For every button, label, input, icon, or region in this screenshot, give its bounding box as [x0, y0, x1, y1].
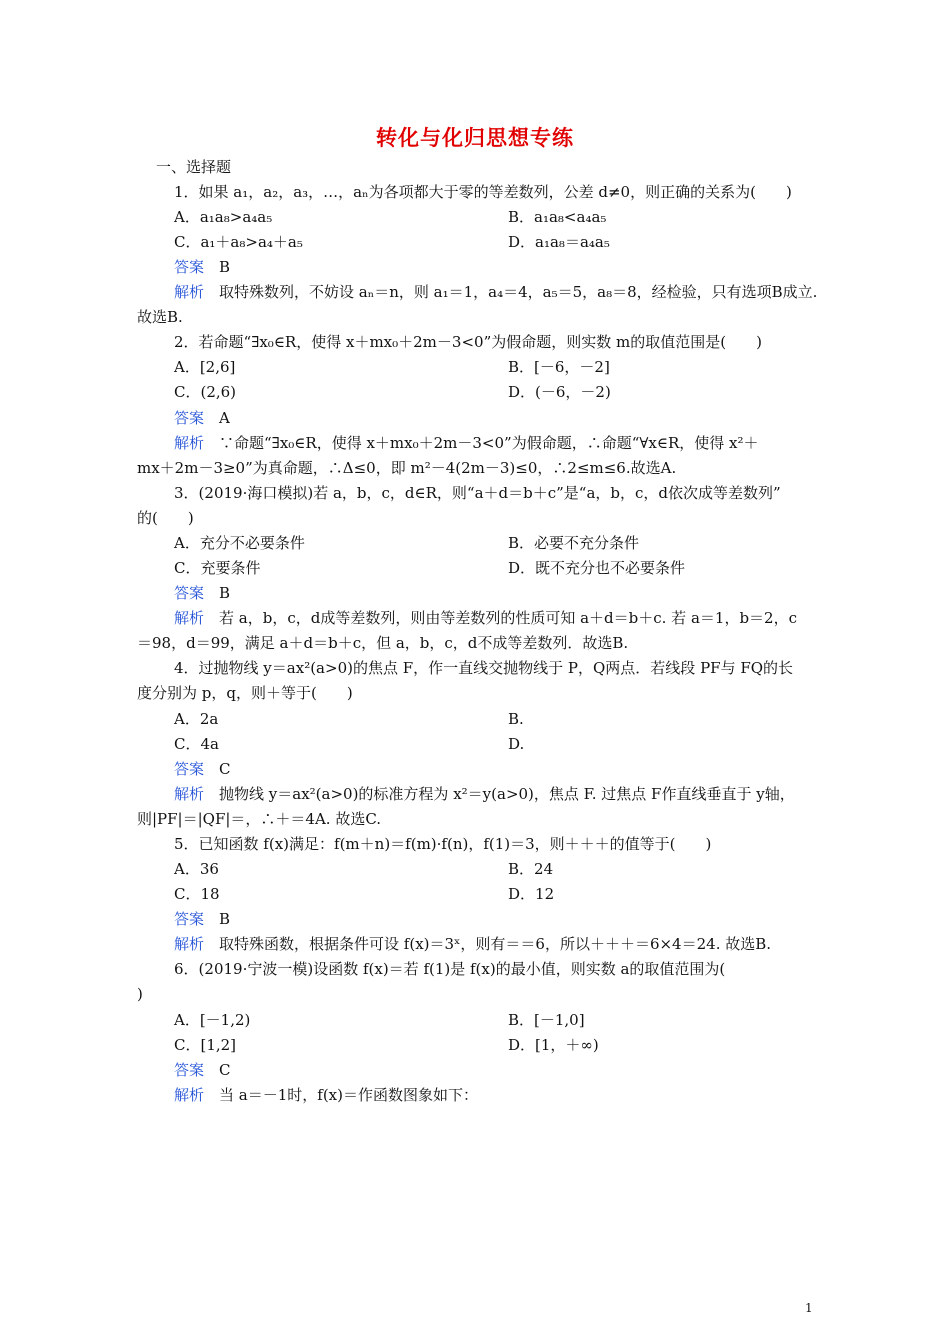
answer-line: [174, 257, 230, 277]
text-line: D．a₁a₈＝a₄a₅: [508, 233, 610, 251]
text-line: ＝98，d＝99，满足 a＋d＝b＋c，但 a，b，c，d不成等差数列．故选B.: [137, 634, 629, 652]
text-line: B.: [508, 710, 524, 728]
answer-label: 答案: [174, 584, 205, 602]
text-line: A．[－1,2): [174, 1011, 251, 1029]
answer-line: [174, 1060, 231, 1080]
answer-line: [174, 909, 230, 929]
answer-line: [174, 608, 797, 628]
text-line: 度分别为 p，q，则＋等于( ): [137, 684, 353, 702]
answer-text: 取特殊数列，不妨设 aₙ＝n，则 a₁＝1，a₄＝4，a₅＝5，a₈＝8，经检验，只有选项B成立.: [204, 283, 818, 301]
text-line: 一、选择题: [156, 158, 232, 176]
answer-text: B: [204, 258, 231, 276]
answer-label: 答案: [174, 409, 205, 427]
text-line: A．a₁a₈>a₄a₅: [174, 208, 273, 226]
text-line: D．[1，＋∞): [508, 1036, 599, 1054]
answer-text: 取特殊函数，根据条件可设 f(x)＝3ˣ，则有＝＝6，所以＋＋＋＝6×4＝24. 故选B.: [204, 935, 772, 953]
text-line: A．充分不必要条件: [174, 534, 305, 552]
answer-text: ∵命题“∃x₀∈R，使得 x＋mx₀＋2m－3<0”为假命题，∴命题“∀x∈R，使得 x²＋: [204, 434, 759, 452]
answer-line: [174, 784, 795, 804]
answer-text: B: [204, 910, 231, 928]
text-line: 则|PF|＝|QF|＝，∴＋＝4A. 故选C.: [137, 810, 382, 828]
text-line: 6．(2019·宁波一模)设函数 f(x)＝若 f(1)是 f(x)的最小值，则实数 a的取值范围为(: [174, 960, 726, 978]
answer-label: 解析: [174, 935, 205, 953]
answer-text: B: [204, 584, 231, 602]
text-line: B．[－6，－2]: [508, 358, 610, 376]
answer-line: [174, 583, 230, 603]
answer-label: 解析: [174, 283, 205, 301]
text-line: C．充要条件: [174, 559, 261, 577]
text-line: A．36: [174, 860, 219, 878]
answer-text: 抛物线 y＝ax²(a>0)的标准方程为 x²＝y(a>0)，焦点 F. 过焦点 F作直线垂直于 y轴，: [204, 785, 795, 803]
text-line: C．4a: [174, 735, 219, 753]
text-line: 的( ): [137, 509, 194, 527]
answer-line: [174, 759, 231, 779]
text-line: D.: [508, 735, 525, 753]
text-line: 2．若命题“∃x₀∈R，使得 x＋mx₀＋2m－3<0”为假命题，则实数 m的取值范围是( ): [174, 333, 762, 351]
answer-label: 答案: [174, 1061, 205, 1079]
text-line: C．a₁＋a₈>a₄＋a₅: [174, 233, 303, 251]
text-line: B．必要不充分条件: [508, 534, 640, 552]
text-line: B．a₁a₈<a₄a₅: [508, 208, 607, 226]
text-line: A．2a: [174, 710, 219, 728]
page-number: 1: [805, 1301, 813, 1315]
answer-text: A: [204, 409, 230, 427]
page-title: 转化与化归思想专练: [376, 125, 574, 150]
answer-line: [174, 433, 759, 453]
text-line: C．(2,6): [174, 383, 237, 401]
text-line: 5．已知函数 f(x)满足：f(m＋n)＝f(m)·f(n)，f(1)＝3，则＋＋＋的值等于( ): [174, 835, 712, 853]
answer-line: [174, 408, 230, 428]
text-line: 故选B.: [137, 308, 183, 326]
answer-label: 答案: [174, 760, 205, 778]
answer-text: C: [204, 760, 231, 778]
answer-text: C: [204, 1061, 231, 1079]
answer-label: 解析: [174, 609, 205, 627]
text-line: mx＋2m－3≥0”为真命题，∴Δ≤0，即 m²－4(2m－3)≤0，∴2≤m≤6.故选A.: [137, 459, 677, 477]
text-line: A．[2,6]: [174, 358, 236, 376]
answer-text: 当 a＝－1时，f(x)＝作函数图象如下：: [204, 1086, 478, 1104]
answer-label: 答案: [174, 910, 205, 928]
answer-label: 解析: [174, 1086, 205, 1104]
answer-label: 解析: [174, 434, 205, 452]
answer-line: [174, 934, 771, 954]
text-line: C．18: [174, 885, 220, 903]
text-line: D．既不充分也不必要条件: [508, 559, 686, 577]
answer-line: [174, 282, 817, 302]
answer-label: 解析: [174, 785, 205, 803]
text-line: ): [137, 985, 143, 1003]
text-line: 3．(2019·海口模拟)若 a，b，c，d∈R，则“a＋d＝b＋c”是“a，b，c，d依次成等差数列”: [174, 484, 781, 502]
text-line: D．12: [508, 885, 555, 903]
text-line: 4．过抛物线 y＝ax²(a>0)的焦点 F，作一直线交抛物线于 P，Q两点．若线段 PF与 FQ的长: [174, 659, 794, 677]
answer-text: 若 a，b，c，d成等差数列，则由等差数列的性质可知 a＋d＝b＋c. 若 a＝1，b＝2，c: [204, 609, 797, 627]
text-line: 1．如果 a₁，a₂，a₃，…，aₙ为各项都大于零的等差数列，公差 d≠0，则正确的关系为( ): [174, 183, 792, 201]
answer-line: [174, 1085, 478, 1105]
answer-label: 答案: [174, 258, 205, 276]
text-line: B．[－1,0]: [508, 1011, 585, 1029]
text-line: C．[1,2]: [174, 1036, 237, 1054]
text-line: D．(－6，－2): [508, 383, 611, 401]
text-line: B．24: [508, 860, 554, 878]
